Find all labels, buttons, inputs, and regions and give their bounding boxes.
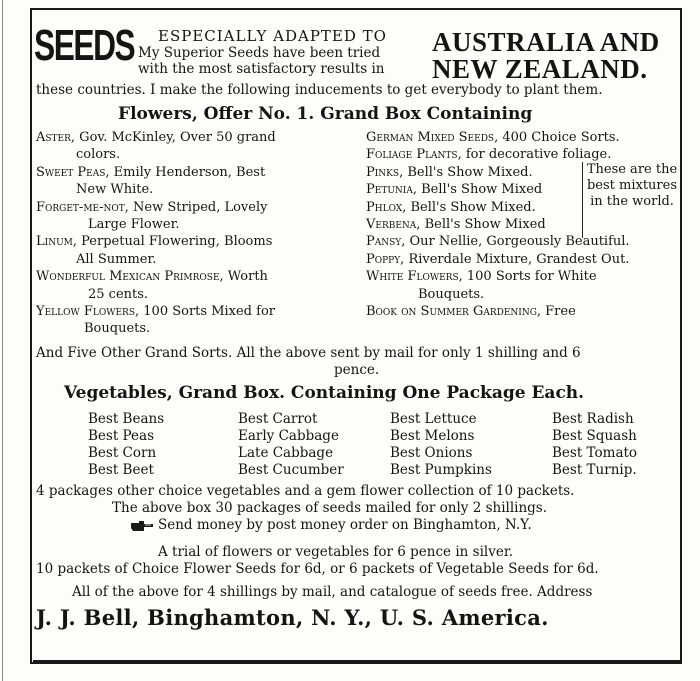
vegetable-item: Best Squash	[552, 428, 637, 444]
intro-line-1: My Superior Seeds have been tried	[138, 45, 381, 61]
flower-variety-name: Sweet Peas,	[36, 164, 110, 180]
flower-variety-description: Bouquets.	[418, 286, 485, 302]
vegetable-item: Best Lettuce	[390, 411, 477, 427]
vegetable-item: Best Carrot	[238, 411, 318, 427]
flower-variety-description: Bell's Show Mixed	[420, 217, 546, 232]
flower-variety-description: colors.	[76, 147, 121, 163]
flower-variety-name: Book on Summer Gardening,	[366, 304, 542, 319]
flower-variety-description: 400 Choice Sorts.	[498, 130, 620, 145]
flower-left-line	[88, 217, 180, 233]
flower-variety-name: Petunia,	[366, 182, 417, 198]
flower-right-line	[366, 304, 576, 320]
flower-variety-description: Bouquets.	[84, 321, 151, 337]
flower-right-line	[366, 269, 597, 285]
flower-variety-description: Large Flower.	[88, 217, 180, 232]
flower-right-line	[366, 217, 546, 233]
flower-variety-name: Verbena,	[366, 217, 421, 232]
flower-variety-description: 100 Sorts for White	[462, 269, 597, 285]
flower-variety-description: New Striped, Lovely	[128, 199, 268, 215]
vegetable-item: Best Cucumber	[238, 462, 344, 478]
flowers-offer-heading: Flowers, Offer No. 1. Grand Box Containing	[118, 104, 533, 124]
australia-heading: AUSTRALIA AND	[432, 27, 660, 57]
flower-right-line	[418, 287, 484, 303]
flower-variety-description: Worth	[223, 269, 268, 285]
flower-variety-description: 100 Sorts Mixed for	[139, 304, 275, 319]
flower-variety-name: Yellow Flowers,	[36, 304, 140, 319]
send-money-line	[130, 517, 532, 533]
vegetable-item: Best Onions	[390, 445, 473, 461]
flower-right-line	[366, 200, 536, 216]
flower-left-line	[88, 287, 148, 303]
flower-variety-description: Bell's Show Mixed.	[406, 199, 536, 215]
vegetable-item: Early Cabbage	[238, 428, 339, 444]
ten-packets-line: 10 packets of Choice Flower Seeds for 6d, or 6 packets of Vegetable Seeds for 6d.	[36, 561, 599, 577]
bottom-double-rule	[33, 660, 682, 662]
flower-variety-description: Perpetual Flowering, Blooms	[77, 234, 273, 250]
flower-left-line	[36, 165, 265, 181]
all-above-line: All of the above for 4 shillings by mail, and catalogue of seeds free. Address	[72, 584, 593, 600]
pointing-hand-icon	[130, 520, 154, 532]
flower-variety-name: Pansy,	[366, 234, 406, 250]
page-margin-rule	[2, 0, 3, 681]
flower-variety-name: Wonderful Mexican Primrose,	[36, 269, 224, 285]
flower-variety-description: Our Nellie, Gorgeously Beautiful.	[405, 234, 630, 250]
vegetable-item: Best Beans	[88, 411, 165, 427]
flower-left-line	[36, 234, 272, 250]
flower-variety-description: 25 cents.	[88, 286, 149, 302]
flower-right-line	[366, 252, 629, 268]
flower-variety-name: Forget-me-not,	[36, 199, 129, 215]
flower-variety-name: White Flowers,	[366, 269, 463, 285]
flower-variety-name: Aster,	[36, 130, 76, 145]
flower-left-line	[36, 130, 276, 146]
vegetable-item: Best Turnip.	[552, 462, 637, 478]
flower-variety-name: Poppy,	[366, 251, 405, 267]
flower-variety-description: Bell's Show Mixed	[416, 182, 543, 198]
vegetable-item: Best Beet	[88, 462, 154, 478]
five-other-sorts-line: And Five Other Grand Sorts. All the above sent by mail for only 1 shilling and 6	[36, 345, 581, 361]
packages-line: 4 packages other choice vegetables and a gem flower collection of 10 packets.	[36, 483, 575, 499]
box-30-line: The above box 30 packages of seeds mailed for only 2 shillings.	[112, 500, 548, 516]
flower-variety-description: for decorative foliage.	[461, 147, 612, 163]
flower-variety-name: Pinks,	[366, 164, 404, 180]
flower-variety-description: All Summer.	[76, 251, 157, 267]
vegetable-item: Best Tomato	[552, 445, 638, 461]
flower-right-line	[366, 182, 542, 198]
trial-line: A trial of flowers or vegetables for 6 pence in silver.	[158, 544, 514, 560]
flower-right-line	[366, 165, 533, 181]
intro-line-3: these countries. I make the following inducements to get everybody to plant them.	[36, 82, 603, 98]
vegetable-item: Best Melons	[390, 428, 475, 444]
flower-variety-name: Linum,	[36, 234, 77, 250]
flower-left-line	[76, 252, 156, 268]
flower-variety-description: Gov. McKinley, Over 50 grand	[75, 130, 276, 145]
advertiser-address: J. J. Bell, Binghamton, N. Y., U. S. America.	[36, 605, 549, 630]
flower-variety-description: Emily Henderson, Best	[109, 164, 266, 180]
pence-line: pence.	[334, 362, 380, 378]
new-zealand-heading: NEW ZEALAND.	[432, 54, 648, 84]
send-money-text: Send money by post money order on Binghamton, N.Y.	[158, 517, 532, 533]
flower-left-line	[84, 321, 150, 337]
flower-variety-description: Free	[541, 304, 576, 319]
vegetable-item: Late Cabbage	[238, 445, 334, 461]
flower-variety-name: Foliage Plants,	[366, 147, 462, 163]
seeds-headline: SEEDS	[34, 21, 135, 70]
flower-variety-description: Riverdale Mixture, Grandest Out.	[404, 251, 630, 267]
flower-variety-description: New White.	[76, 182, 154, 198]
flower-right-line	[366, 130, 620, 146]
intro-line-2: with the most satisfactory results in	[138, 61, 385, 77]
flower-left-line	[36, 304, 275, 320]
vegetable-item: Best Peas	[88, 428, 154, 444]
especially-adapted-text: ESPECIALLY ADAPTED TO	[158, 27, 387, 45]
vegetable-item: Best Corn	[88, 445, 157, 461]
flower-variety-name: German Mixed Seeds,	[366, 130, 499, 145]
flower-variety-name: Phlox,	[366, 199, 407, 215]
flower-left-line	[36, 269, 268, 285]
flower-left-line	[36, 200, 267, 216]
flower-variety-description: Bell's Show Mixed.	[403, 164, 533, 180]
vegetable-item: Best Radish	[552, 411, 634, 427]
vegetables-heading: Vegetables, Grand Box. Containing One Package Each.	[64, 383, 585, 403]
vegetable-item: Best Pumpkins	[390, 462, 492, 478]
flower-left-line	[76, 182, 153, 198]
flower-right-line	[366, 147, 611, 163]
flower-left-line	[76, 147, 120, 163]
best-mixtures-note: These are the best mixtures in the world.	[582, 162, 681, 238]
